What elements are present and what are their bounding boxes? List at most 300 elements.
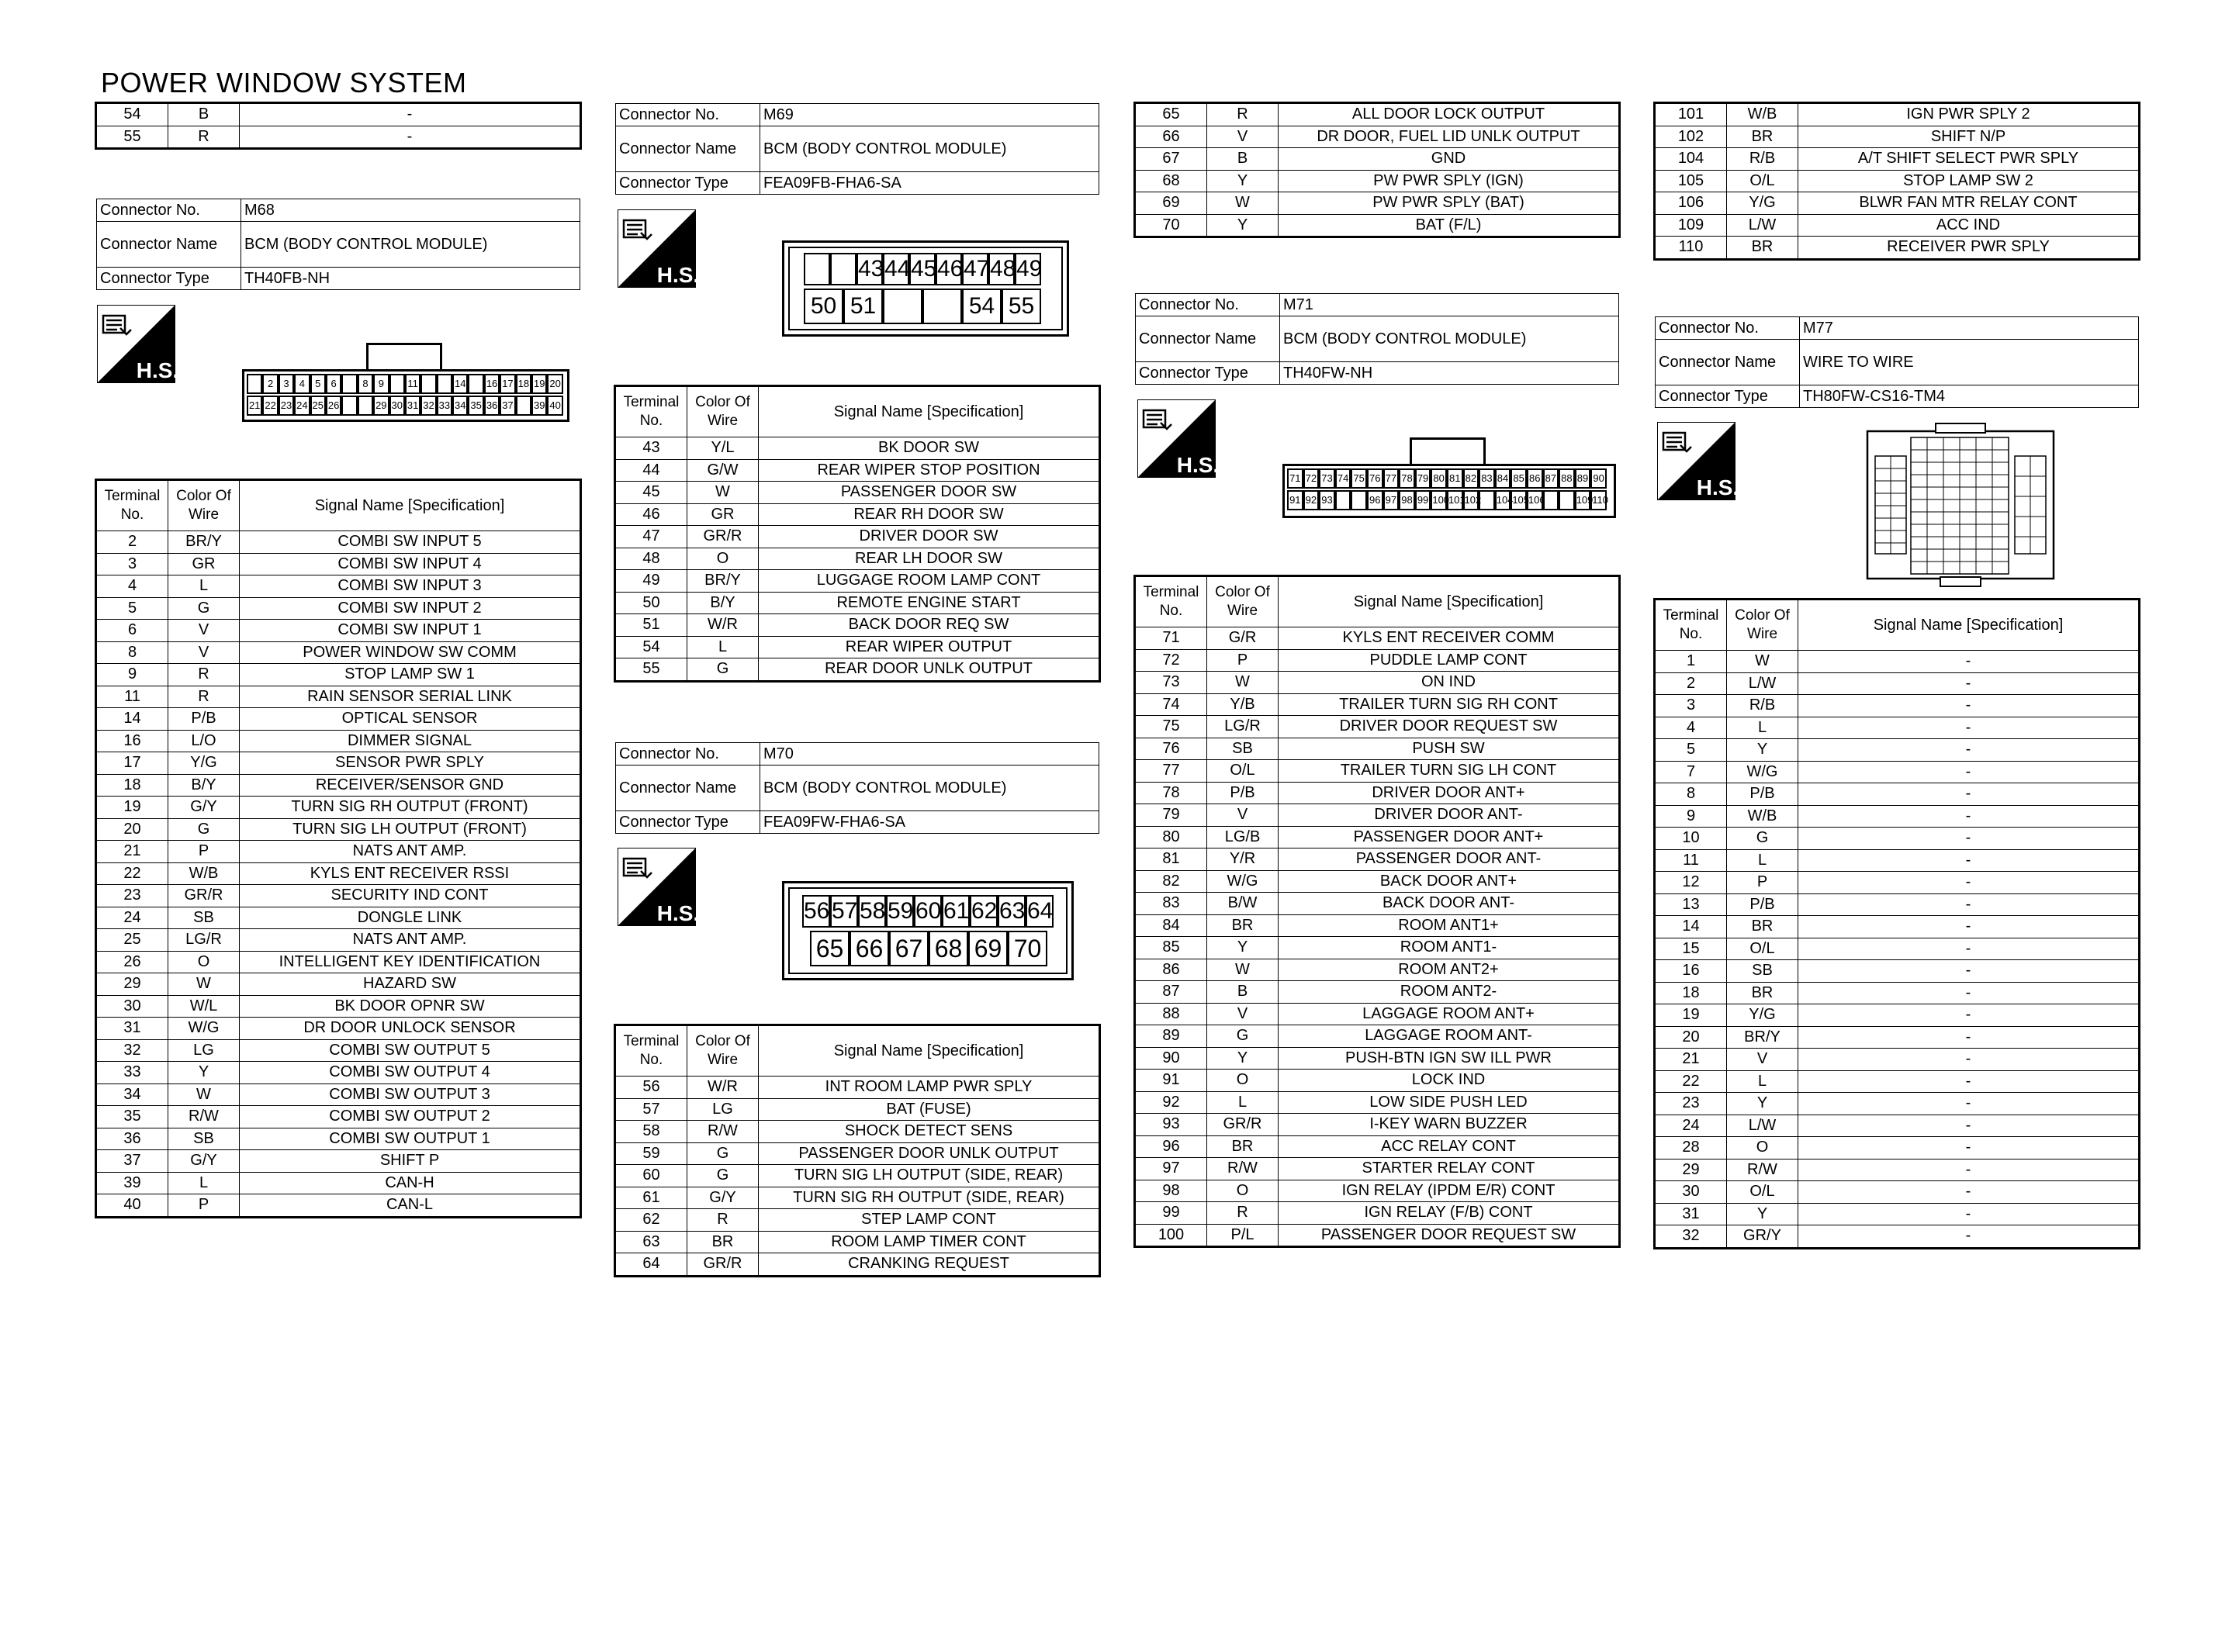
signal-name: - xyxy=(1798,916,2139,938)
signal-name: - xyxy=(1798,1159,2139,1181)
wire-color: Y xyxy=(1207,937,1279,959)
table-row xyxy=(616,658,1099,681)
table-row xyxy=(1656,761,2139,783)
table-row xyxy=(1136,914,1619,937)
connector-pin-empty xyxy=(804,253,830,285)
signal-name: DRIVER DOOR SW xyxy=(759,526,1099,548)
signal-name: COMBI SW INPUT 1 xyxy=(240,620,580,642)
signal-name-header: Signal Name [Specification] xyxy=(759,1026,1099,1077)
wire-color: L xyxy=(168,1172,240,1194)
terminal-no: 26 xyxy=(97,951,168,973)
wire-color: SB xyxy=(168,907,240,929)
signal-name: A/T SHIFT SELECT PWR SPLY xyxy=(1798,148,2139,171)
table-row xyxy=(616,1187,1099,1209)
wire-color: GR/R xyxy=(687,1253,759,1276)
connector-pin: 54 xyxy=(962,289,1002,324)
table-row xyxy=(1136,104,1619,126)
wire-color: P xyxy=(1207,649,1279,672)
table-row xyxy=(1136,848,1619,871)
terminal-no: 29 xyxy=(1656,1159,1727,1181)
table-row xyxy=(97,620,580,642)
wire-color: R/B xyxy=(1727,695,1798,717)
terminal-no: 35 xyxy=(97,1106,168,1128)
connector-pin: 37 xyxy=(500,396,515,416)
wire-color: W xyxy=(1727,651,1798,673)
col4-top-table xyxy=(1655,103,2139,259)
table-row xyxy=(97,686,580,708)
connector-pin: 43 xyxy=(856,253,883,285)
terminal-no-header: Terminal No. xyxy=(1656,600,1727,651)
table-row xyxy=(1136,1180,1619,1202)
signal-name: REAR WIPER OUTPUT xyxy=(759,636,1099,658)
wire-color: L xyxy=(687,636,759,658)
wire-color: Y xyxy=(1207,170,1279,192)
table-row xyxy=(97,841,580,863)
signal-name: CAN-H xyxy=(240,1172,580,1194)
wire-color: Y/G xyxy=(168,752,240,775)
terminal-no: 75 xyxy=(1136,716,1207,738)
terminal-no: 24 xyxy=(1656,1115,1727,1137)
terminal-no: 4 xyxy=(97,575,168,598)
wire-color: G/Y xyxy=(687,1187,759,1209)
wire-color: W xyxy=(168,973,240,996)
col1-main-table-wrap xyxy=(96,480,580,1217)
m69-terminal-table xyxy=(615,386,1099,681)
table-row xyxy=(97,1194,580,1217)
signal-name: - xyxy=(1798,1137,2139,1160)
wire-color: GR xyxy=(168,553,240,575)
connector-name-value: BCM (BODY CONTROL MODULE) xyxy=(760,126,1099,172)
connector-pin-empty xyxy=(1351,490,1367,510)
connector-pin: 87 xyxy=(1543,468,1559,489)
terminal-no: 110 xyxy=(1656,237,1727,259)
signal-name: DIMMER SIGNAL xyxy=(240,730,580,752)
table-row xyxy=(1656,1181,2139,1204)
wire-color: G/Y xyxy=(168,1150,240,1173)
wire-color: W/L xyxy=(168,995,240,1018)
connector-m71-info xyxy=(1135,293,1619,385)
terminal-no: 5 xyxy=(1656,739,1727,762)
wire-color: G xyxy=(1207,1025,1279,1048)
table-row xyxy=(1136,1158,1619,1180)
connector-pin-empty xyxy=(1559,490,1575,510)
wire-color: GR/R xyxy=(1207,1114,1279,1136)
terminal-no: 3 xyxy=(1656,695,1727,717)
signal-name: INT ROOM LAMP PWR SPLY xyxy=(759,1077,1099,1099)
connector-pin: 109 xyxy=(1575,490,1591,510)
connector-pin: 19 xyxy=(531,374,547,394)
connector-pin: 23 xyxy=(279,396,294,416)
terminal-no: 15 xyxy=(1656,938,1727,960)
terminal-no: 70 xyxy=(1136,214,1207,237)
wire-color: V xyxy=(168,620,240,642)
terminal-no: 46 xyxy=(616,503,687,526)
terminal-no: 16 xyxy=(97,730,168,752)
connector-type-label: Connector Type xyxy=(1656,385,1800,408)
table-row xyxy=(1656,783,2139,806)
col4-top-table-wrap xyxy=(1655,103,2139,259)
table-row xyxy=(616,526,1099,548)
connector-pin: 98 xyxy=(1399,490,1415,510)
connector-m70-info xyxy=(615,742,1099,834)
table-row xyxy=(1656,237,2139,259)
table-row xyxy=(1136,148,1619,171)
connector-name-label: Connector Name xyxy=(1136,316,1280,362)
signal-name: I-KEY WARN BUZZER xyxy=(1279,1114,1619,1136)
connector-name-label: Connector Name xyxy=(97,222,241,268)
connector-pin: 21 xyxy=(247,396,262,416)
terminal-no: 18 xyxy=(97,774,168,797)
connector-pin: 11 xyxy=(405,374,420,394)
signal-name: PUSH SW xyxy=(1279,738,1619,760)
wire-color: R xyxy=(168,664,240,686)
wire-color: R/W xyxy=(168,1106,240,1128)
terminal-no: 54 xyxy=(97,104,168,126)
connector-pin: 90 xyxy=(1590,468,1607,489)
connector-pin: 68 xyxy=(929,931,968,966)
connector-pin: 57 xyxy=(830,895,858,928)
signal-name: OPTICAL SENSOR xyxy=(240,708,580,731)
terminal-no: 101 xyxy=(1656,104,1727,126)
wire-color: SB xyxy=(1727,960,1798,983)
wire-color: W/G xyxy=(1207,870,1279,893)
table-row xyxy=(97,708,580,731)
terminal-no: 30 xyxy=(97,995,168,1018)
connector-pin-empty xyxy=(883,289,922,324)
signal-name: LAGGAGE ROOM ANT+ xyxy=(1279,1003,1619,1025)
connector-pin: 105 xyxy=(1511,490,1527,510)
terminal-no: 71 xyxy=(1136,627,1207,650)
connector-pin: 66 xyxy=(850,931,889,966)
harness-side-icon xyxy=(618,848,696,926)
page-title: POWER WINDOW SYSTEM xyxy=(101,67,467,98)
signal-name: BACK DOOR ANT- xyxy=(1279,893,1619,915)
signal-name: CRANKING REQUEST xyxy=(759,1253,1099,1276)
terminal-no: 39 xyxy=(97,1172,168,1194)
harness-side-icon xyxy=(97,305,175,383)
signal-name: POWER WINDOW SW COMM xyxy=(240,641,580,664)
wire-color: SB xyxy=(168,1128,240,1150)
signal-name: TURN SIG LH OUTPUT (FRONT) xyxy=(240,818,580,841)
wire-color: Y/G xyxy=(1727,192,1798,215)
terminal-no: 100 xyxy=(1136,1224,1207,1246)
connector-m70-face xyxy=(782,881,1077,982)
signal-name: DRIVER DOOR ANT- xyxy=(1279,804,1619,827)
connector-pin: 3 xyxy=(279,374,294,394)
signal-name: PW PWR SPLY (BAT) xyxy=(1279,192,1619,215)
signal-name: PUSH-BTN IGN SW ILL PWR xyxy=(1279,1047,1619,1070)
wire-color: GR/R xyxy=(168,885,240,907)
signal-name: - xyxy=(1798,1203,2139,1225)
table-row xyxy=(616,636,1099,658)
table-row xyxy=(1136,937,1619,959)
connector-name-label: Connector Name xyxy=(616,766,760,811)
signal-name: ROOM ANT2+ xyxy=(1279,959,1619,981)
table-row xyxy=(1136,1003,1619,1025)
table-row xyxy=(1656,893,2139,916)
table-header-row xyxy=(616,387,1099,437)
terminal-no: 68 xyxy=(1136,170,1207,192)
table-row xyxy=(1136,826,1619,848)
connector-pin: 102 xyxy=(1463,490,1479,510)
terminal-no: 19 xyxy=(1656,1004,1727,1027)
signal-name: - xyxy=(1798,1026,2139,1049)
terminal-no: 20 xyxy=(97,818,168,841)
terminal-no: 87 xyxy=(1136,981,1207,1004)
signal-name: PASSENGER DOOR REQUEST SW xyxy=(1279,1224,1619,1246)
connector-type-label: Connector Type xyxy=(97,268,241,290)
table-row xyxy=(1656,1070,2139,1093)
terminal-no: 11 xyxy=(97,686,168,708)
terminal-no: 63 xyxy=(616,1231,687,1253)
table-row xyxy=(1656,1093,2139,1115)
connector-pin: 74 xyxy=(1335,468,1351,489)
table-row xyxy=(97,1083,580,1106)
table-row xyxy=(97,973,580,996)
terminal-no: 36 xyxy=(97,1128,168,1150)
signal-name: - xyxy=(1798,828,2139,850)
connector-name-label: Connector Name xyxy=(1656,340,1800,385)
connector-pin: 71 xyxy=(1287,468,1303,489)
terminal-no: 55 xyxy=(97,126,168,148)
wire-color: BR xyxy=(1727,237,1798,259)
signal-name: PASSENGER DOOR ANT- xyxy=(1279,848,1619,871)
terminal-no: 72 xyxy=(1136,649,1207,672)
terminal-no: 60 xyxy=(616,1165,687,1187)
connector-pin: 78 xyxy=(1399,468,1415,489)
terminal-no: 85 xyxy=(1136,937,1207,959)
table-row xyxy=(97,1128,580,1150)
col3-top-table xyxy=(1135,103,1619,237)
table-row xyxy=(97,575,580,598)
terminal-no: 50 xyxy=(616,592,687,614)
signal-name: ACC RELAY CONT xyxy=(1279,1135,1619,1158)
table-row xyxy=(1656,916,2139,938)
wire-color: W xyxy=(168,1083,240,1106)
terminal-no: 5 xyxy=(97,597,168,620)
wire-color: BR xyxy=(1727,916,1798,938)
table-row xyxy=(1656,982,2139,1004)
terminal-no: 13 xyxy=(1656,893,1727,916)
table-row xyxy=(1656,1115,2139,1137)
signal-name: DR DOOR UNLOCK SENSOR xyxy=(240,1018,580,1040)
signal-name: - xyxy=(1798,783,2139,806)
wire-color: P xyxy=(1727,872,1798,894)
terminal-no: 76 xyxy=(1136,738,1207,760)
table-row xyxy=(1136,126,1619,148)
wire-color: W xyxy=(1207,672,1279,694)
table-row xyxy=(97,929,580,952)
wire-color: Y xyxy=(1207,214,1279,237)
terminal-no: 16 xyxy=(1656,960,1727,983)
terminal-no: 82 xyxy=(1136,870,1207,893)
terminal-no: 8 xyxy=(97,641,168,664)
signal-name: - xyxy=(1798,982,2139,1004)
harness-side-icon xyxy=(618,209,696,288)
connector-m77-face xyxy=(1866,422,2055,588)
wire-color: O xyxy=(1207,1070,1279,1092)
wire-color: W/B xyxy=(1727,104,1798,126)
col3-main-table-wrap xyxy=(1135,576,1619,1246)
wire-color: W xyxy=(1207,192,1279,215)
wire-color: V xyxy=(1207,804,1279,827)
wire-color: O/L xyxy=(1727,938,1798,960)
terminal-no: 8 xyxy=(1656,783,1727,806)
terminal-no: 62 xyxy=(616,1209,687,1232)
connector-no-value: M68 xyxy=(241,199,580,222)
table-row xyxy=(1656,695,2139,717)
terminal-no: 90 xyxy=(1136,1047,1207,1070)
connector-pin: 46 xyxy=(936,253,962,285)
wire-color: O xyxy=(1727,1137,1798,1160)
signal-name: - xyxy=(1798,1181,2139,1204)
wire-color: BR xyxy=(1727,982,1798,1004)
signal-name: COMBI SW INPUT 3 xyxy=(240,575,580,598)
connector-pin: 30 xyxy=(389,396,405,416)
signal-name: KYLS ENT RECEIVER RSSI xyxy=(240,862,580,885)
signal-name: PASSENGER DOOR UNLK OUTPUT xyxy=(759,1142,1099,1165)
signal-name: TURN SIG RH OUTPUT (SIDE, REAR) xyxy=(759,1187,1099,1209)
connector-pin: 39 xyxy=(531,396,547,416)
connector-no-label: Connector No. xyxy=(1656,317,1800,340)
wire-color: G xyxy=(687,658,759,681)
wire-color: P/B xyxy=(1727,893,1798,916)
wire-color: Y xyxy=(168,1062,240,1084)
terminal-no: 14 xyxy=(1656,916,1727,938)
table-row xyxy=(1656,104,2139,126)
table-row xyxy=(97,862,580,885)
table-row xyxy=(97,951,580,973)
signal-name: SECURITY IND CONT xyxy=(240,885,580,907)
table-row xyxy=(616,1209,1099,1232)
connector-pin: 25 xyxy=(310,396,326,416)
connector-pin-empty xyxy=(922,289,962,324)
connector-pin: 51 xyxy=(843,289,883,324)
signal-name: COMBI SW INPUT 4 xyxy=(240,553,580,575)
terminal-no: 9 xyxy=(97,664,168,686)
table-row xyxy=(616,437,1099,460)
wire-color: R/W xyxy=(1207,1158,1279,1180)
terminal-no-header: Terminal No. xyxy=(616,387,687,437)
wire-color: BR/Y xyxy=(1727,1026,1798,1049)
signal-name: TRAILER TURN SIG LH CONT xyxy=(1279,760,1619,783)
wire-color: O/L xyxy=(1727,170,1798,192)
col2-m70-table-wrap xyxy=(615,1025,1099,1276)
connector-pin: 59 xyxy=(886,895,914,928)
connector-pin: 45 xyxy=(909,253,936,285)
signal-name: SHIFT P xyxy=(240,1150,580,1173)
signal-name: BK DOOR OPNR SW xyxy=(240,995,580,1018)
connector-pin: 82 xyxy=(1463,468,1479,489)
signal-name: - xyxy=(1798,1004,2139,1027)
table-row xyxy=(1136,214,1619,237)
signal-name: IGN PWR SPLY 2 xyxy=(1798,104,2139,126)
table-row xyxy=(1656,1004,2139,1027)
connector-pin: 80 xyxy=(1431,468,1447,489)
signal-name: COMBI SW INPUT 5 xyxy=(240,531,580,554)
connector-type-label: Connector Type xyxy=(1136,362,1280,385)
terminal-no: 9 xyxy=(1656,805,1727,828)
wire-color: G xyxy=(168,818,240,841)
terminal-no: 2 xyxy=(1656,672,1727,695)
table-row xyxy=(1136,1025,1619,1048)
connector-pin: 56 xyxy=(802,895,830,928)
table-row xyxy=(1656,1225,2139,1248)
connector-pin: 65 xyxy=(810,931,850,966)
connector-pin: 36 xyxy=(484,396,500,416)
signal-name: ROOM LAMP TIMER CONT xyxy=(759,1231,1099,1253)
signal-name: BAT (F/L) xyxy=(1279,214,1619,237)
terminal-no: 12 xyxy=(1656,872,1727,894)
wire-color: L xyxy=(1207,1091,1279,1114)
signal-name: STARTER RELAY CONT xyxy=(1279,1158,1619,1180)
table-row xyxy=(1136,1047,1619,1070)
terminal-no: 25 xyxy=(97,929,168,952)
terminal-no: 2 xyxy=(97,531,168,554)
connector-no-label: Connector No. xyxy=(616,104,760,126)
table-row xyxy=(1656,828,2139,850)
wire-color: P/L xyxy=(1207,1224,1279,1246)
connector-pin-empty xyxy=(420,374,436,394)
terminal-no: 23 xyxy=(1656,1093,1727,1115)
signal-name: DRIVER DOOR ANT+ xyxy=(1279,782,1619,804)
table-row xyxy=(1136,1135,1619,1158)
connector-pin: 6 xyxy=(326,374,341,394)
table-header-row xyxy=(1656,600,2139,651)
signal-name: DRIVER DOOR REQUEST SW xyxy=(1279,716,1619,738)
connector-pin-empty xyxy=(830,253,856,285)
connector-type-value: TH80FW-CS16-TM4 xyxy=(1800,385,2139,408)
wire-color-header: Color Of Wire xyxy=(687,387,759,437)
wire-color: BR xyxy=(1207,1135,1279,1158)
signal-name: STEP LAMP CONT xyxy=(759,1209,1099,1232)
table-row xyxy=(616,482,1099,504)
table-row xyxy=(1656,126,2139,148)
connector-pin: 89 xyxy=(1575,468,1591,489)
table-row xyxy=(1136,170,1619,192)
terminal-no: 86 xyxy=(1136,959,1207,981)
wire-color: L/W xyxy=(1727,1115,1798,1137)
m70-terminal-table xyxy=(615,1025,1099,1276)
terminal-no-header: Terminal No. xyxy=(616,1026,687,1077)
connector-pin: 70 xyxy=(1008,931,1047,966)
connector-pin: 61 xyxy=(942,895,970,928)
hs-label: H.S. xyxy=(656,901,696,925)
wire-color: W/G xyxy=(1727,761,1798,783)
signal-name: ALL DOOR LOCK OUTPUT xyxy=(1279,104,1619,126)
connector-pin: 48 xyxy=(988,253,1015,285)
wire-color: BR/Y xyxy=(168,531,240,554)
table-row xyxy=(1136,649,1619,672)
table-row xyxy=(616,1165,1099,1187)
wire-color: O/L xyxy=(1207,760,1279,783)
terminal-no: 24 xyxy=(97,907,168,929)
signal-name: TURN SIG LH OUTPUT (SIDE, REAR) xyxy=(759,1165,1099,1187)
wire-color-header: Color Of Wire xyxy=(1727,600,1798,651)
terminal-no: 57 xyxy=(616,1098,687,1121)
signal-name: LAGGAGE ROOM ANT- xyxy=(1279,1025,1619,1048)
signal-name: HAZARD SW xyxy=(240,973,580,996)
connector-pin: 76 xyxy=(1367,468,1383,489)
connector-no-label: Connector No. xyxy=(1136,294,1280,316)
table-row xyxy=(616,1142,1099,1165)
connector-pin: 100 xyxy=(1431,490,1447,510)
connector-pin-empty xyxy=(389,374,405,394)
signal-name: INTELLIGENT KEY IDENTIFICATION xyxy=(240,951,580,973)
terminal-no: 40 xyxy=(97,1194,168,1217)
connector-pin: 75 xyxy=(1351,468,1367,489)
wire-color: Y/R xyxy=(1207,848,1279,871)
